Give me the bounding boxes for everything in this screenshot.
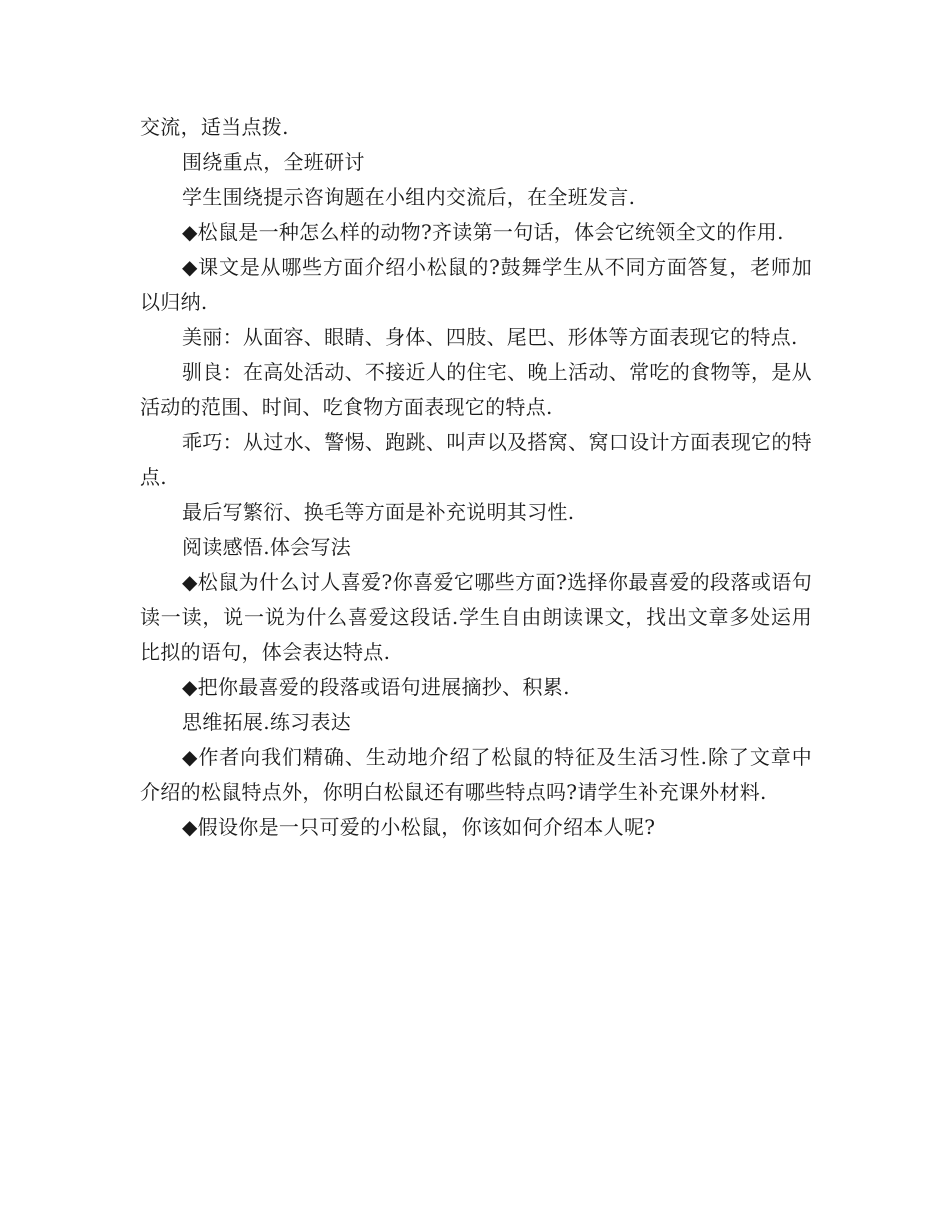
paragraph: 美丽：从面容、眼睛、身体、四肢、尾巴、形体等方面表现它的特点.: [182, 325, 798, 349]
bullet-paragraph: ◆课文是从哪些方面介绍小松鼠的?鼓舞学生从不同方面答复，老师加以归纳.: [140, 255, 812, 314]
paragraph: 最后写繁衍、换毛等方面是补充说明其习性.: [182, 500, 575, 524]
section-heading: 思维拓展.练习表达: [182, 710, 352, 734]
bullet-paragraph: ◆作者向我们精确、生动地介绍了松鼠的特征及生活习性.除了文章中介绍的松鼠特点外，你明白松鼠还有哪些特点吗?请学生补充课外材料.: [140, 745, 812, 804]
paragraph: 驯良：在高处活动、不接近人的住宅、晚上活动、常吃的食物等，是从活动的范围、时间、吃食物方面表现它的特点.: [140, 360, 812, 419]
document-body: [140, 110, 812, 845]
section-heading: 围绕重点，全班研讨: [182, 150, 365, 174]
paragraph: 学生围绕提示咨询题在小组内交流后，在全班发言.: [182, 185, 636, 209]
bullet-paragraph: ◆把你最喜爱的段落或语句进展摘抄、积累.: [182, 675, 570, 699]
paragraph: 乖巧：从过水、警惕、跑跳、叫声以及搭窝、窝口设计方面表现它的特点.: [140, 430, 812, 489]
bullet-paragraph: ◆松鼠是一种怎么样的动物?齐读第一句话，体会它统领全文的作用.: [182, 220, 784, 244]
section-heading: 阅读感悟.体会写法: [182, 535, 352, 559]
paragraph: 交流，适当点拨.: [140, 115, 289, 139]
bullet-paragraph: ◆假设你是一只可爱的小松鼠，你该如何介绍本人呢?: [182, 815, 656, 839]
bullet-paragraph: ◆松鼠为什么讨人喜爱?你喜爱它哪些方面?选择你最喜爱的段落或语句读一读，说一说为什么喜爱这段话.学生自由朗读课文，找出文章多处运用比拟的语句，体会表达特点.: [140, 570, 812, 664]
